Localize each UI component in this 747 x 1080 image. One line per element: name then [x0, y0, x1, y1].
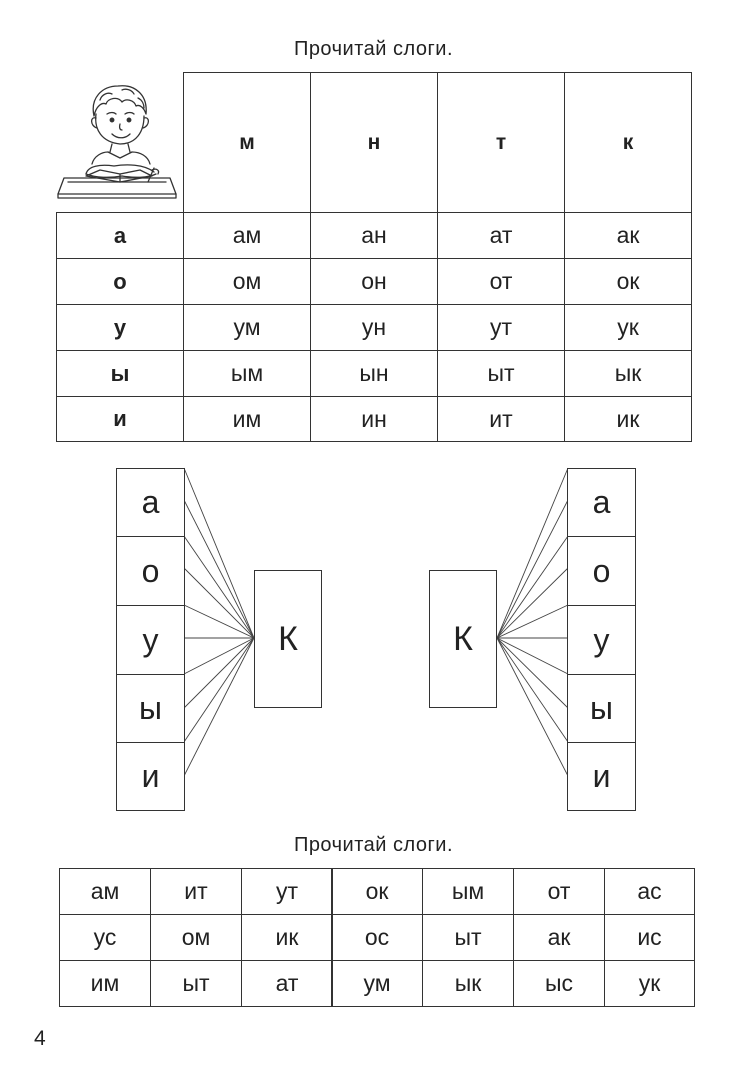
connector-line: [184, 500, 254, 638]
connector-line: [184, 568, 254, 638]
right-vowel-cell: и: [567, 742, 636, 811]
right-vowel-cell: а: [567, 468, 636, 537]
syllable-cell: ат: [437, 212, 565, 259]
syllable-cell: ын: [310, 350, 438, 397]
grid-cell: ик: [241, 914, 333, 961]
page-heading-top: Прочитай слоги.: [293, 38, 454, 60]
grid-cell: ам: [59, 868, 151, 915]
syllable-cell: ам: [183, 212, 311, 259]
syllable-cell: ок: [564, 258, 692, 305]
vowel-cell: ы: [56, 350, 184, 397]
connector-line: [184, 638, 254, 708]
left-vowel-cell: а: [116, 468, 185, 537]
syllable-cell: ит: [437, 396, 565, 442]
consonant-header-k: к: [564, 72, 692, 213]
syllable-cell: от: [437, 258, 565, 305]
grid-cell: ом: [150, 914, 242, 961]
right-vowel-cell: о: [567, 536, 636, 606]
grid-cell: им: [59, 960, 151, 1007]
grid-cell: ак: [513, 914, 605, 961]
vowel-cell: и: [56, 396, 184, 442]
connector-line: [184, 638, 254, 674]
connector-line: [497, 638, 568, 742]
vowel-cell: о: [56, 258, 184, 305]
left-vowel-cell: ы: [116, 674, 185, 743]
left-vowel-cell: у: [116, 605, 185, 675]
page-heading-bottom: Прочитай слоги.: [293, 834, 454, 856]
syllable-cell: ак: [564, 212, 692, 259]
syllable-cell: ом: [183, 258, 311, 305]
grid-cell: от: [513, 868, 605, 915]
grid-cell: ис: [604, 914, 695, 961]
right-vowel-cell: у: [567, 605, 636, 675]
connector-line: [497, 468, 568, 638]
syllable-cell: ым: [183, 350, 311, 397]
syllable-cell: ут: [437, 304, 565, 351]
connector-line: [184, 605, 254, 638]
connector-line: [184, 468, 254, 638]
grid-cell: ым: [422, 868, 514, 915]
connector-line: [497, 638, 568, 674]
grid-cell: ус: [59, 914, 151, 961]
grid-cell: ут: [241, 868, 333, 915]
consonant-header-t: т: [437, 72, 565, 213]
syllable-cell: ун: [310, 304, 438, 351]
syllable-cell: ык: [564, 350, 692, 397]
left-consonant-box: К: [254, 570, 322, 708]
grid-cell: ас: [604, 868, 695, 915]
grid-cell: ок: [331, 868, 423, 915]
consonant-header-n: н: [310, 72, 438, 213]
grid-cell: ит: [150, 868, 242, 915]
right-vowel-cell: ы: [567, 674, 636, 743]
syllable-grid: [59, 868, 695, 1007]
connector-line: [184, 638, 254, 742]
syllable-cell: он: [310, 258, 438, 305]
syllable-cell: ыт: [437, 350, 565, 397]
grid-cell: ыт: [422, 914, 514, 961]
connector-line: [497, 638, 568, 708]
connector-line: [184, 638, 254, 776]
connector-line: [497, 605, 568, 638]
syllable-cell: ин: [310, 396, 438, 442]
grid-cell: ат: [241, 960, 333, 1007]
syllable-cell: ук: [564, 304, 692, 351]
grid-cell: ук: [604, 960, 695, 1007]
vowel-cell: а: [56, 212, 184, 259]
connector-line: [497, 638, 568, 776]
connector-line: [497, 568, 568, 638]
grid-cell: ык: [422, 960, 514, 1007]
consonant-header-m: м: [183, 72, 311, 213]
grid-cell: ыт: [150, 960, 242, 1007]
syllable-cell: им: [183, 396, 311, 442]
connector-line: [497, 536, 568, 638]
connector-line: [184, 536, 254, 638]
grid-cell: ыс: [513, 960, 605, 1007]
vowel-cell: у: [56, 304, 184, 351]
grid-cell: ум: [331, 960, 423, 1007]
syllable-cell: ум: [183, 304, 311, 351]
left-vowel-cell: о: [116, 536, 185, 606]
syllable-cell: ик: [564, 396, 692, 442]
right-consonant-box: К: [429, 570, 497, 708]
grid-cell: ос: [331, 914, 423, 961]
page-number: 4: [34, 1027, 46, 1050]
syllable-cell: ан: [310, 212, 438, 259]
left-vowel-cell: и: [116, 742, 185, 811]
connector-line: [497, 500, 568, 638]
